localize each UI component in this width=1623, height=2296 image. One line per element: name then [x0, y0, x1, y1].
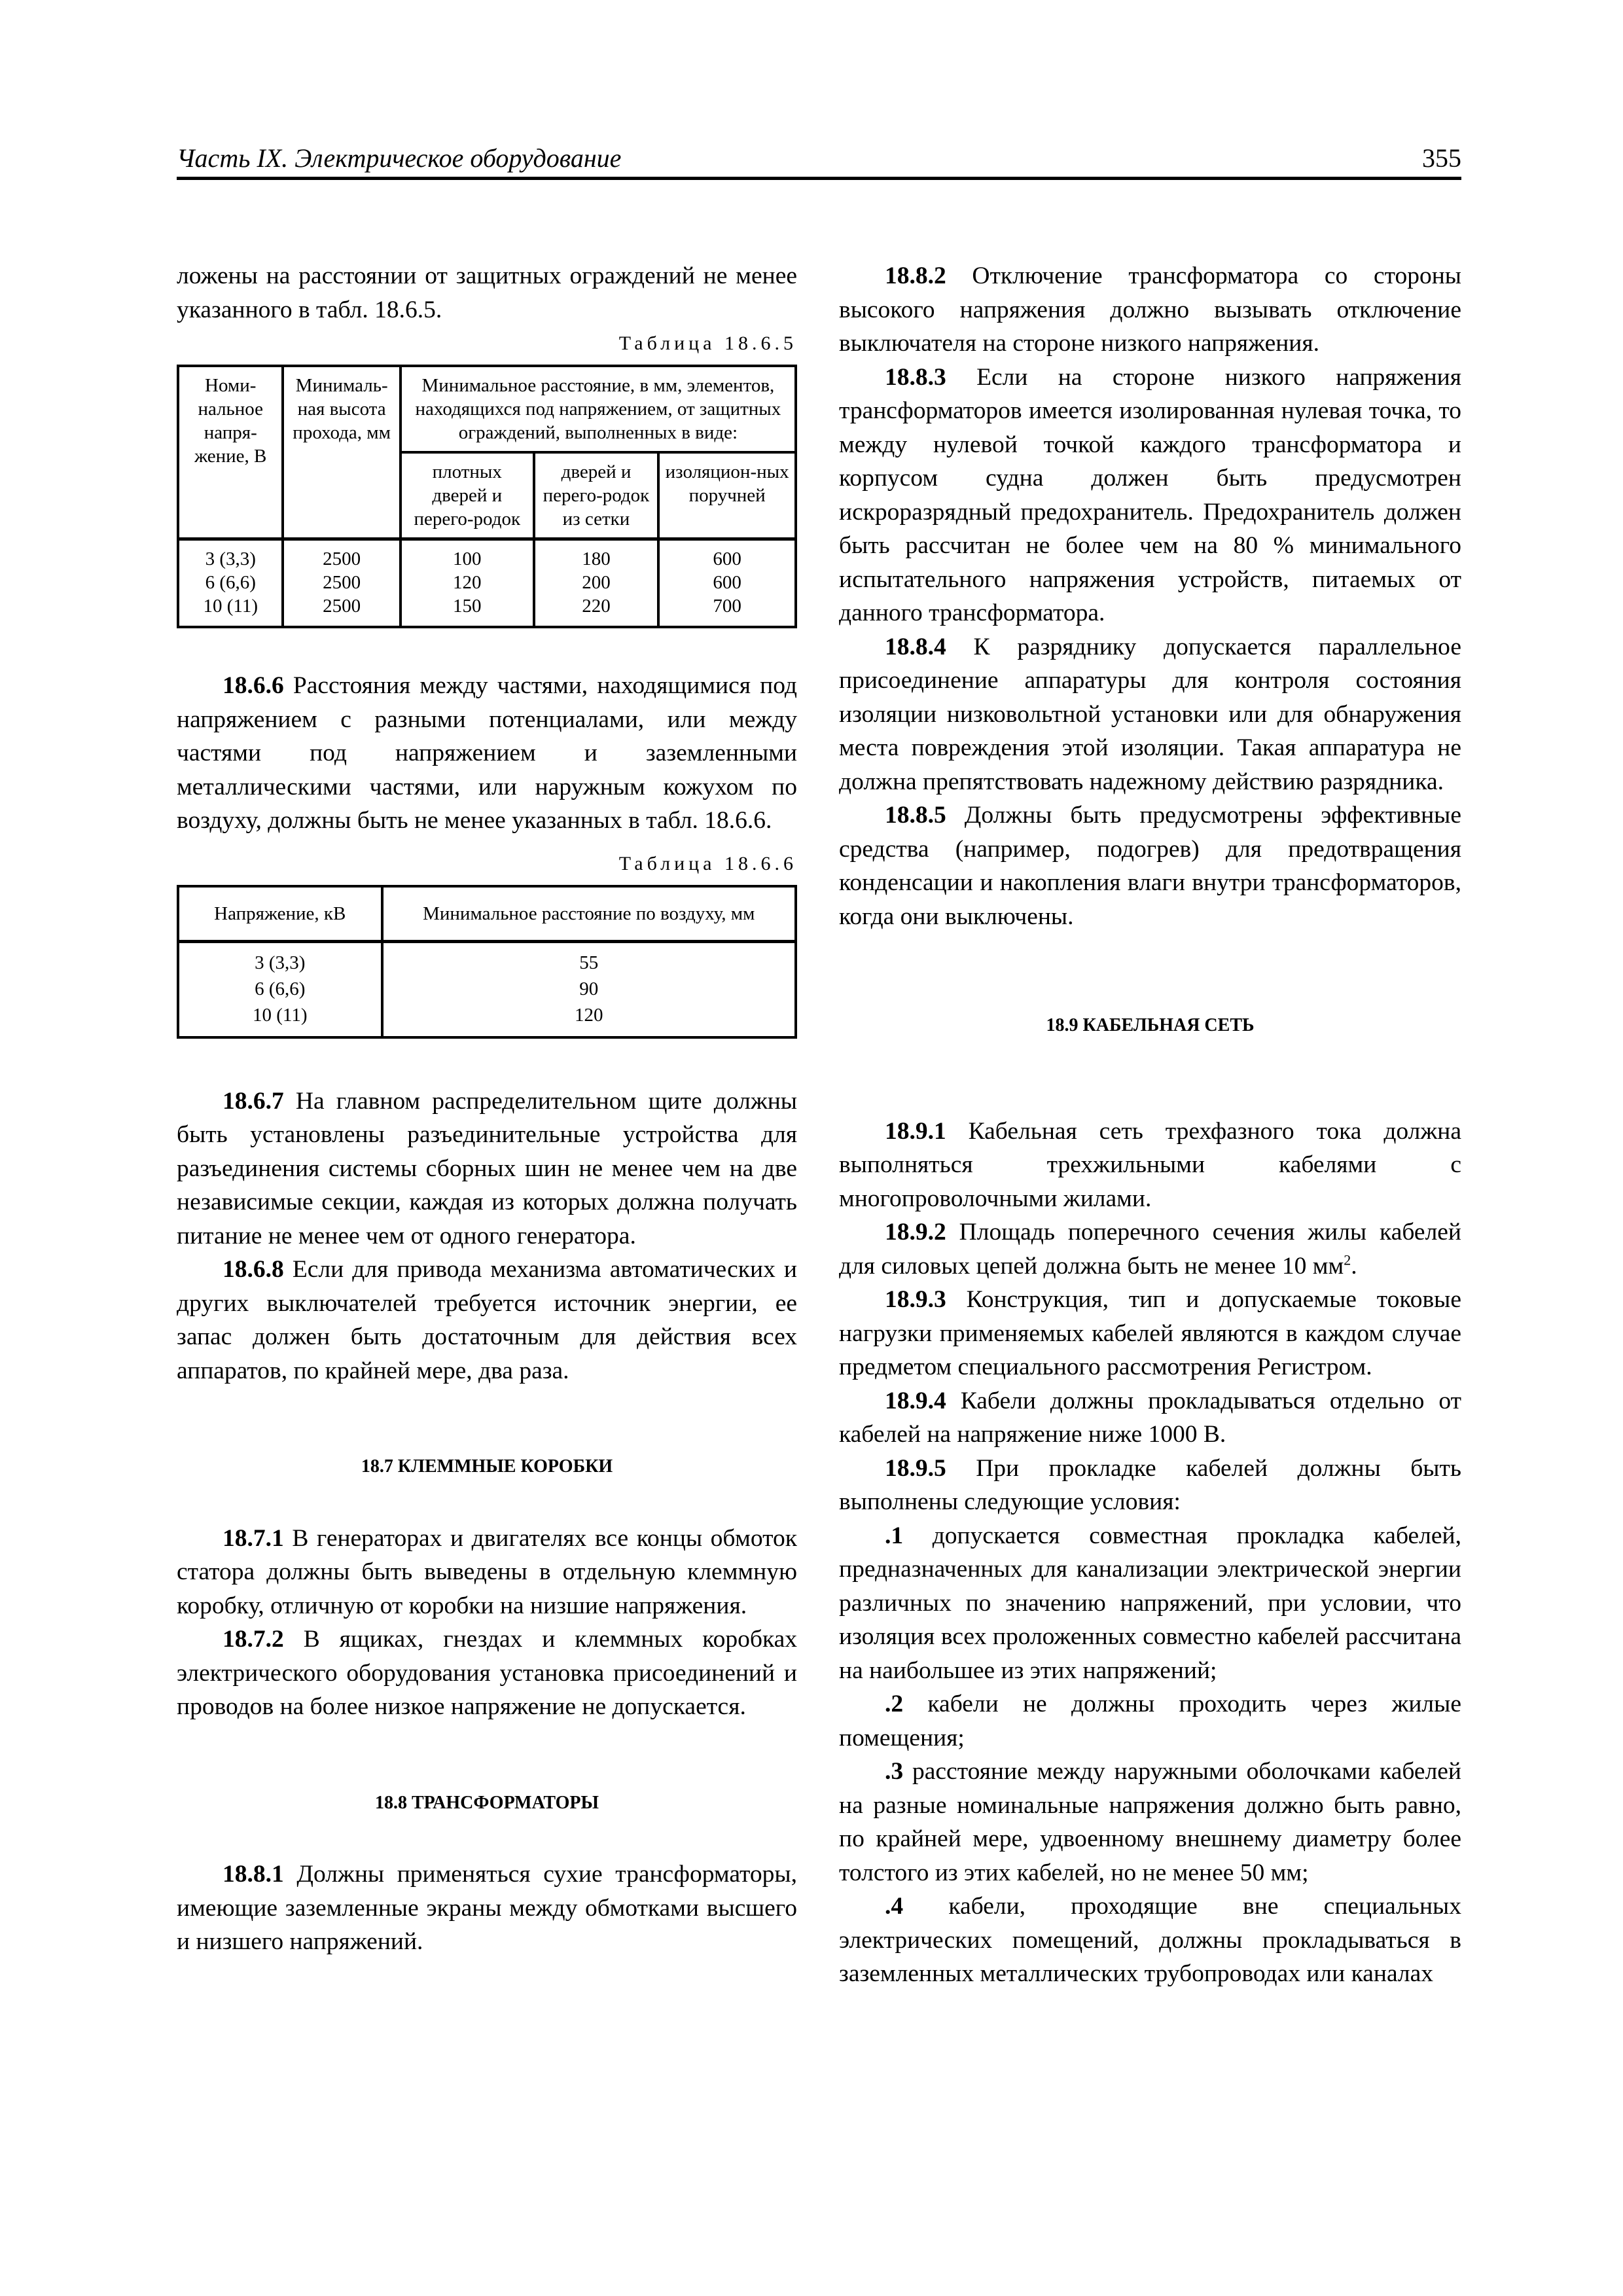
table-subheader: плотных дверей и перего-родок: [401, 452, 534, 539]
section-heading-18-7: 18.7 КЛЕММНЫЕ КОРОБКИ: [361, 1456, 613, 1477]
section-heading-18-9: 18.9 КАБЕЛЬНАЯ СЕТЬ: [1046, 1015, 1255, 1035]
paragraph-18-6-8: 18.6.8 Если для привода механизма автоматических и других выключателей требуется источник энергии, ее запас должен быть достаточным для действия всех аппаратов, по крайней мере, два раза.: [177, 1256, 797, 1384]
table-cell: 600 600 700: [658, 539, 796, 628]
table-cell: 55 90 120: [382, 941, 796, 1037]
list-item: .2 кабели не должны проходить через жилые помещения;: [839, 1691, 1461, 1751]
table-header: Минимальное расстояние по воздуху, мм: [382, 886, 796, 942]
paragraph-18-7-2: 18.7.2 В ящиках, гнездах и клеммных коробках электрического оборудования установка присоединений и проводов на более низкое напряжение не допускается.: [177, 1626, 797, 1720]
table-subheader: дверей и перего-родок из сетки: [534, 452, 659, 539]
table-cell: 3 (3,3) 6 (6,6) 10 (11): [178, 941, 382, 1037]
page-number: 355: [1422, 143, 1461, 173]
paragraph-18-8-2: 18.8.2 Отключение трансформатора со стороны высокого напряжения должно вызывать отключение выключателя на стороне низкого напряжения.: [839, 262, 1461, 357]
list-item: .4 кабели, проходящие вне специальных электрических помещений, должны прокладываться в заземленных металлических трубопроводах или каналах: [839, 1893, 1461, 1987]
table-header: Минимальное расстояние, в мм, элементов, находящихся под напряжением, от защитных ограждений, выполненных в виде:: [401, 366, 796, 452]
table-cell: 180 200 220: [534, 539, 659, 628]
paragraph-continuation: ложены на расстоянии от защитных ограждений не менее указанного в табл. 18.6.5.: [177, 262, 797, 323]
left-column: [177, 259, 797, 1959]
paragraph-18-9-5: 18.9.5 При прокладке кабелей должны быть выполнены следующие условия:: [839, 1454, 1461, 1515]
paragraph-18-9-1: 18.9.1 Кабельная сеть трехфазного тока должна выполняться трехжильными кабелями с многопроволочными жилами.: [839, 1117, 1461, 1212]
paragraph-18-6-7: 18.6.7 На главном распределительном щите должны быть установлены разъединительные устройства для разъединения системы сборных шин не менее чем на две независимые секции, каждая из которых должна получать питание не менее чем от одного генератора.: [177, 1087, 797, 1249]
table-header: Номи-нальное напря-жение, В: [178, 366, 283, 539]
table-18-6-6: [177, 885, 797, 1039]
paragraph-18-7-1: 18.7.1 В генераторах и двигателях все концы обмоток статора должны быть выведены в отдельную клеммную коробку, отличную от коробки на низшие напряжения.: [177, 1524, 797, 1619]
table-cell: 3 (3,3) 6 (6,6) 10 (11): [178, 539, 283, 628]
table-header: Минималь-ная высота прохода, мм: [283, 366, 400, 539]
paragraph-18-9-2: 18.9.2 Площадь поперечного сечения жилы кабелей для силовых цепей должна быть не менее 10 $мм^2$.: [839, 1219, 1461, 1280]
list-item: .3 расстояние между наружными оболочками кабелей на разные номинальные напряжения должно быть равно, по крайней мере, удвоенному внешнему диаметру более толстого из этих кабелей, но не менее 50 мм;: [839, 1758, 1461, 1886]
table-cell: 100 120 150: [401, 539, 534, 628]
paragraph-18-8-4: 18.8.4 К разряднику допускается параллельное присоединение аппаратуры для контроля состояния изоляции низковольтной установки или для обнаружения места повреждения этой изоляции. Такая аппаратура не должна препятствовать надежному действию разрядника.: [839, 633, 1461, 795]
paragraph-18-8-3: 18.8.3 Если на стороне низкого напряжения трансформаторов имеется изолированная нулевая точка, то между нулевой точкой каждого трансформатора и корпусом судна должен быть предусмотрен искроразрядный предохранитель. Предохранитель должен быть рассчитан не более чем на 80 % минимального испытательного напряжения устройств, питаемых от данного трансформатора.: [839, 363, 1461, 626]
paragraph-18-8-5: 18.8.5 Должны быть предусмотрены эффективные средства (например, подогрев) для предотвращения конденсации и накопления влаги внутри трансформаторов, когда они выключены.: [839, 802, 1461, 930]
table-18-6-5: [177, 365, 797, 628]
running-header: [177, 143, 1461, 180]
table-subheader: изоляцион-ных поручней: [658, 452, 796, 539]
section-title: Часть IX. Электрическое оборудование: [177, 143, 622, 173]
section-heading-18-8: 18.8 ТРАНСФОРМАТОРЫ: [374, 1792, 599, 1813]
table-caption: Таблица 18.6.6: [618, 852, 797, 874]
table-row: [178, 941, 796, 1037]
right-column: [839, 259, 1461, 1991]
table-row: [178, 539, 796, 628]
paragraph-18-9-3: 18.9.3 Конструкция, тип и допускаемые токовые нагрузки применяемых кабелей являются в каждом случае предметом специального рассмотрения Регистром.: [839, 1286, 1461, 1380]
table-cell: 2500 2500 2500: [283, 539, 400, 628]
table-caption: Таблица 18.6.5: [618, 332, 797, 354]
table-header: Напряжение, кВ: [178, 886, 382, 942]
list-item: .1 допускается совместная прокладка кабелей, предназначенных для канализации электрической энергии различных по значению напряжений, при условии, что изоляция всех проложенных совместно кабелей рассчитана на наибольшее из этих напряжений;: [839, 1522, 1461, 1684]
paragraph-18-9-4: 18.9.4 Кабели должны прокладываться отдельно от кабелей на напряжение ниже 1000 В.: [839, 1387, 1461, 1448]
paragraph-18-8-1: 18.8.1 Должны применяться сухие трансформаторы, имеющие заземленные экраны между обмотками высшего и низшего напряжений.: [177, 1861, 797, 1955]
paragraph-18-6-6: 18.6.6 Расстояния между частями, находящимися под напряжением с разными потенциалами, или между частями под напряжением и заземленными металлическими частями, или наружным кожухом по воздуху, должны быть не менее указанных в табл. 18.6.6.: [177, 672, 797, 834]
